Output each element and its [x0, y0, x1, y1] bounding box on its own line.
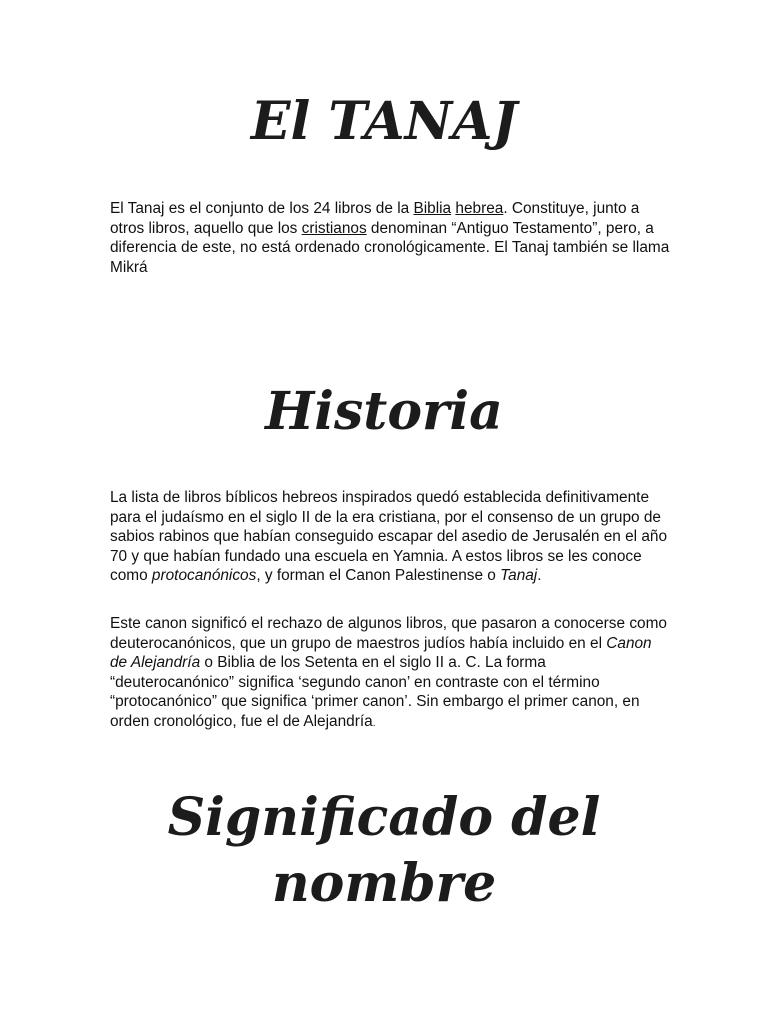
historia-p1-text-2: , y forman el Canon Palestinense o [256, 567, 501, 585]
significado-heading-line-2: nombre [271, 853, 497, 914]
significado-heading-line-1: Significado del [167, 787, 601, 848]
link-hebrea[interactable]: hebrea [455, 200, 504, 217]
link-cristianos[interactable]: cristianos [301, 219, 367, 237]
page-title: El TANAJ [250, 91, 518, 152]
intro-text-1: El Tanaj es el conjunto de los 24 libros de la [110, 200, 414, 217]
historia-paragraph-1 [110, 488, 670, 586]
section-heading-significado [0, 785, 768, 917]
historia-p2-text-2: o Biblia de los Setenta en el siglo II a. C. La forma “deuterocanónico” significa ‘segundo canon’ en contraste con el término “protocanónico” que significa ‘primer canon’. Sin embargo el primer canon, en orden cronológico, fue el de Alejandría [110, 654, 640, 730]
historia-p2-text-1: Este canon significó el rechazo de algunos libros, que pasaron a conocerse como deuterocanónicos, que un grupo de maestros judíos había incluido en el [110, 615, 667, 652]
section-heading-historia: Historia [265, 381, 503, 442]
historia-p1-text-3: . [537, 567, 542, 585]
intro-text-3: . Constituye, junto a otros libros, aquello que los [110, 200, 640, 237]
historia-p2-text-3: . [372, 717, 376, 729]
historia-p1-emphasis-protocanonicos: protocanónicos [151, 567, 257, 585]
intro-paragraph [110, 199, 670, 277]
intro-text-4: denominan “Antiguo Testamento”, pero, a diferencia de este, no está ordenado cronológicamente. El Tanaj también se llama Mikrá [110, 219, 670, 276]
link-biblia[interactable]: Biblia [413, 200, 452, 217]
historia-p2-emphasis-canon-alejandria: Canon de Alejandría [110, 634, 652, 672]
historia-paragraph-2 [110, 614, 670, 734]
historia-p1-emphasis-tanaj: Tanaj [500, 567, 538, 585]
historia-p1-text-1: La lista de libros bíblicos hebreos inspirados quedó establecida definitivamente para el judaísmo en el siglo II de la era cristiana, por el consenso de un grupo de sabios rabinos que habían conseguido escapar del asedio de Jerusalén en el año 70 y que habían fundado una escuela en Yamnia. A estos libros se les conoce como [110, 489, 668, 585]
